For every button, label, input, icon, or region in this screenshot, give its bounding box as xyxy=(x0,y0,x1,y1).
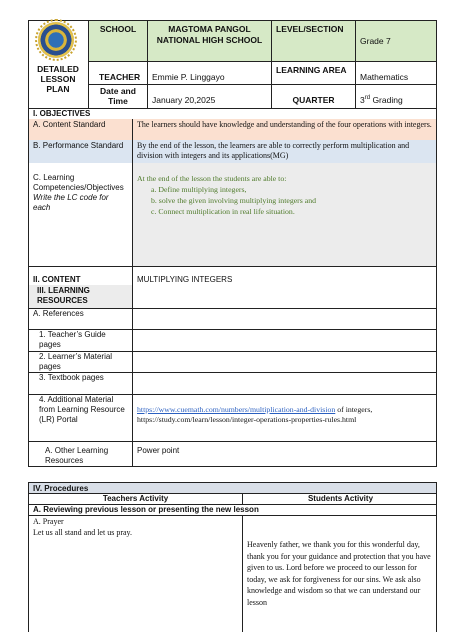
performance-label: B. Performance Standard xyxy=(29,140,133,163)
date-value-text: January 20,2025 xyxy=(152,95,216,105)
competencies-label: C. Learning Competencies/Objectives xyxy=(33,173,124,192)
performance-row xyxy=(28,140,437,164)
level-value-text: Grade 7 xyxy=(360,36,391,46)
date-label-text: Date and Time xyxy=(100,86,136,106)
teacher-label-text: TEACHER xyxy=(99,72,141,82)
school-label-text: SCHOOL xyxy=(99,24,137,34)
content-standard-label: A. Content Standard xyxy=(29,119,133,140)
content-value: MULTIPLYING INTEGERS xyxy=(137,275,233,284)
level-label xyxy=(271,20,356,62)
guide-label: 1. Teacher’s Guide pages xyxy=(29,329,133,351)
additional-suffix: of integers, xyxy=(335,405,373,414)
cuemath-link[interactable]: https://www.cuemath.com/numbers/multiplication-and-division xyxy=(137,405,336,414)
area-value-text: Mathematics xyxy=(360,72,409,82)
additional-row xyxy=(28,394,437,442)
other-resources-label: A. Other Learning Resources xyxy=(29,441,133,466)
teacher-value-text: Emmie P. Linggayo xyxy=(152,72,225,82)
references-value xyxy=(133,308,436,329)
teachers-col-header: Teachers Activity xyxy=(102,494,169,503)
textbook-row xyxy=(28,372,437,395)
students-col-header: Students Activity xyxy=(307,494,374,503)
teacher-value xyxy=(147,61,272,85)
quarter-rest: Grading xyxy=(370,95,403,105)
quarter-value xyxy=(355,84,437,109)
content-standard-row xyxy=(28,119,437,141)
additional-value xyxy=(133,394,436,441)
level-value xyxy=(355,20,437,62)
textbook-value xyxy=(133,372,436,394)
school-logo xyxy=(38,22,74,58)
quarter-label-text: QUARTER xyxy=(292,95,335,105)
resources-title-row xyxy=(28,285,437,309)
prayer-divider xyxy=(242,515,243,632)
resources-title: III. LEARNING RESOURCES xyxy=(29,285,133,308)
content-standard-text: The learners should have knowledge and understanding of the four operations with integers. xyxy=(137,120,432,129)
teacher-label xyxy=(88,61,148,85)
area-label xyxy=(271,61,356,85)
competency-item: a. Define multiplying integers, xyxy=(151,185,247,194)
textbook-label: 3. Textbook pages xyxy=(29,372,133,394)
competencies-intro: At the end of the lesson the students are able to: xyxy=(137,174,287,183)
quarter-label xyxy=(271,84,356,109)
date-value xyxy=(147,84,272,109)
other-resources-row xyxy=(28,441,437,467)
performance-text: By the end of the lesson, the learners are able to correctly perform multiplication and division with integers and its applications(MG) xyxy=(137,141,410,160)
guide-value xyxy=(133,329,436,351)
resources-title-blank xyxy=(133,285,436,308)
prayer-label: A. Prayer xyxy=(33,517,64,526)
other-resources-value: Power point xyxy=(137,446,180,455)
prayer-teacher-cell xyxy=(29,515,242,539)
procedures-title: IV. Procedures xyxy=(28,482,437,494)
content-row xyxy=(28,266,437,286)
doc-title: DETAILED LESSON PLAN xyxy=(37,64,79,94)
additional-label: 4. Additional Material from Learning Resource (LR) Portal xyxy=(29,394,133,441)
area-label-text: LEARNING AREA xyxy=(276,65,347,75)
material-label: 2. Learner’s Material pages xyxy=(29,351,133,372)
content-label: II. CONTENT xyxy=(29,266,133,285)
date-label xyxy=(88,84,148,109)
objectives-title: I. OBJECTIVES xyxy=(28,108,437,120)
references-label: A. References xyxy=(29,308,133,329)
area-value xyxy=(355,61,437,85)
quarter-sup: rd xyxy=(364,95,371,102)
study-link[interactable]: https://study.com/learn/lesson/integer-operations-properties-rules.html xyxy=(137,415,357,424)
quarter-num: 3 xyxy=(360,95,365,105)
level-label-text: LEVEL/SECTION xyxy=(276,24,344,34)
competencies-list xyxy=(133,163,436,266)
competency-item: b. solve the given involving multiplying integers and xyxy=(151,196,317,205)
school-label xyxy=(88,20,148,62)
school-value xyxy=(147,20,272,62)
references-row xyxy=(28,308,437,330)
prayer-student-text: Heavenly father, we thank you for this wonderful day, thank you for your guidance and protection that you have given to us. Lord before we proceed to our lesson for today, we ask for forgiveness for our sins. We ask also knowledge and wisdom so that we can understand our lesson xyxy=(247,540,431,607)
prayer-teacher-text: Let us all stand and let us pray. xyxy=(33,528,133,537)
prayer-row xyxy=(28,515,437,632)
guide-row xyxy=(28,329,437,352)
section-a-header: A. Reviewing previous lesson or presenting the new lesson xyxy=(28,504,437,516)
competencies-note: Write the LC code for each xyxy=(33,193,109,212)
school-value-text: MAGTOMA PANGOL NATIONAL HIGH SCHOOL xyxy=(156,24,263,45)
competencies-row xyxy=(28,163,437,267)
material-row xyxy=(28,351,437,373)
competencies-items xyxy=(137,184,432,217)
material-value xyxy=(133,351,436,372)
competency-item: c. Connect multiplication in real life situation. xyxy=(151,207,295,216)
competencies-label-cell xyxy=(29,163,133,266)
